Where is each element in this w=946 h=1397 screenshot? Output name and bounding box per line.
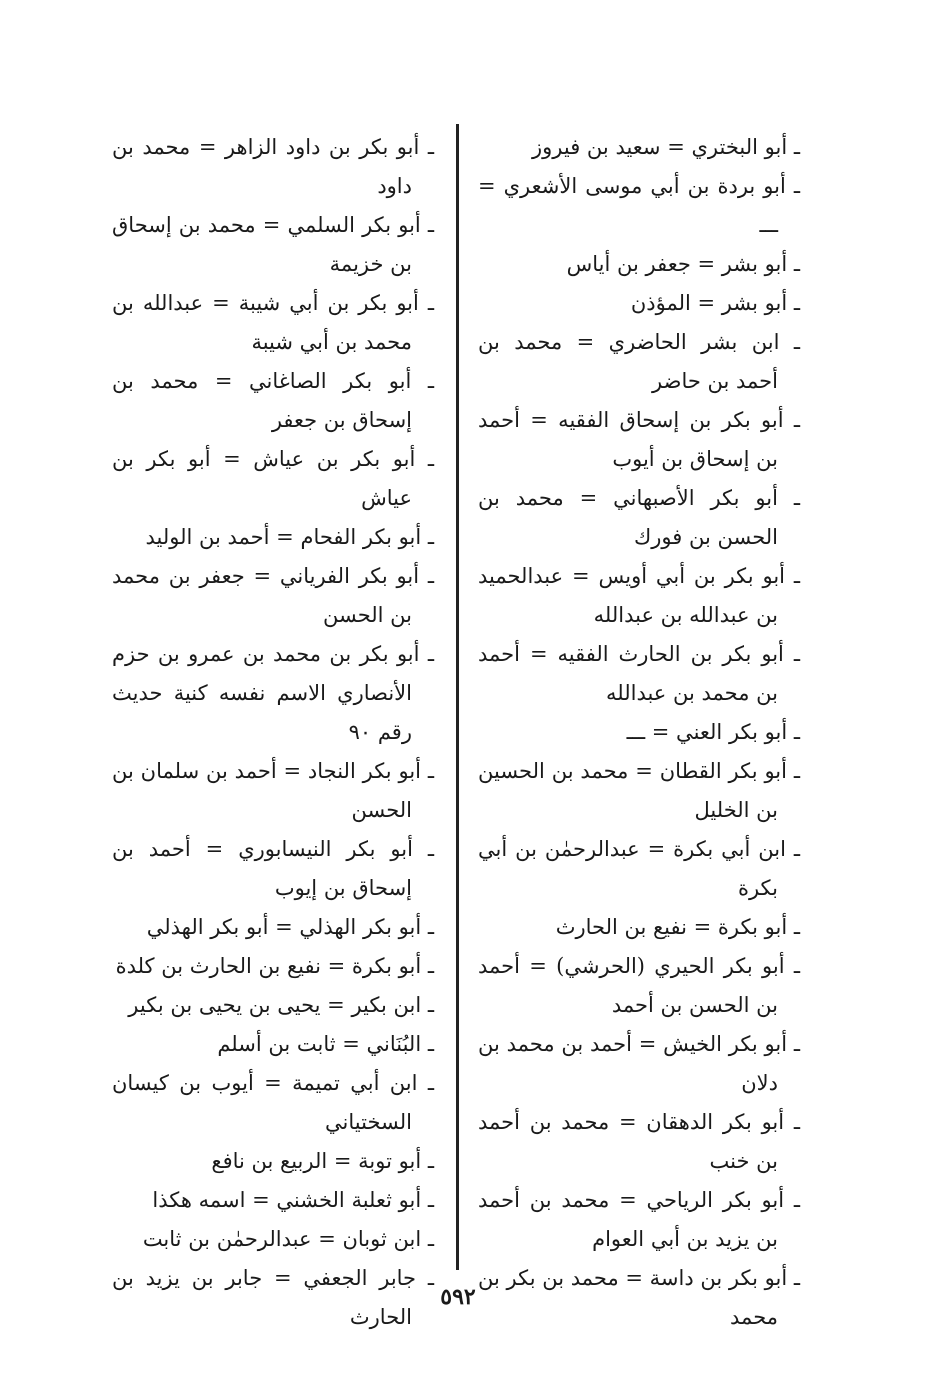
left-column — [112, 128, 434, 1337]
index-entry: ـ أبو بكر بن إسحاق الفقيه = أحمد بن إسحاق بن أيوب — [478, 408, 800, 471]
index-entry: ـ أبو بكر الفحام = أحمد بن الوليد — [145, 525, 434, 549]
column-divider — [456, 124, 459, 1270]
index-entry: ـ جابر الجعفي = جابر بن يزيد بن الحارث — [112, 1266, 434, 1329]
index-entry: ـ أبو بكر الرياحي = محمد بن أحمد بن يزيد بن أبي العوام — [478, 1188, 800, 1251]
index-entry: ـ أبو ثعلبة الخشني = اسمه هكذا — [152, 1188, 434, 1212]
index-entry: ـ أبو بكر الحيري (الحرشي) = أحمد بن الحسن بن أحمد — [478, 954, 800, 1017]
index-entry: ـ أبو بكر النجاد = أحمد بن سلمان بن الحسن — [112, 759, 434, 822]
index-entry: ـ أبو بكر النيسابوري = أحمد بن إسحاق بن إيوب — [112, 837, 434, 900]
index-entry: ـ أبو بكر الدهقان = محمد بن أحمد بن خنب — [478, 1110, 800, 1173]
index-entry: ـ أبو بشر = جعفر بن أياس — [566, 252, 800, 276]
index-entry: ـ أبو بكر الخيش = أحمد بن محمد بن دلان — [478, 1032, 800, 1095]
right-column — [478, 128, 800, 1337]
index-entry: ـ أبو بكرة = نفيع بن الحارث — [555, 915, 800, 939]
index-entry: ـ أبو بكر الصاغاني = محمد بن إسحاق بن جعفر — [112, 369, 434, 432]
index-entry: ـ ابن أبي بكرة = عبدالرحمٰن بن أبي بكرة — [478, 837, 800, 900]
index-entry: ـ أبو بكر بن الحارث الفقيه = أحمد بن محمد بن عبدالله — [478, 642, 800, 705]
index-entry: ـ أبو بكر بن أبي أويس = عبدالحميد بن عبدالله بن عبدالله — [478, 564, 800, 627]
index-entry: ـ أبو البختري = سعيد بن فيروز — [532, 135, 800, 159]
index-entry: ـ أبو بكر الهذلي = أبو بكر الهذلي — [146, 915, 434, 939]
index-entry: ـ أبو بكر السلمي = محمد بن إسحاق بن خزيمة — [112, 213, 434, 276]
index-entry: ـ أبو بكر القطان = محمد بن الحسين بن الخليل — [478, 759, 800, 822]
index-entry: ـ ابن أبي تميمة = أيوب بن كيسان السختياني — [112, 1071, 434, 1134]
index-entry: ـ ابن بشر الحاضري = محمد بن أحمد بن حاضر — [478, 330, 800, 393]
index-entry: ـ أبو بكر الفرياني = جعفر بن محمد بن الحسن — [112, 564, 434, 627]
index-entry: ـ ابن بكير = يحيى بن يحيى بن بكير — [128, 993, 434, 1017]
index-entry: ـ البُنَاني = ثابت بن أسلم — [217, 1032, 434, 1056]
index-entry: ـ أبو بكر بن أبي شيبة = عبدالله بن محمد بن أبي شيبة — [112, 291, 434, 354]
index-entry: ـ أبو توبة = الربيع بن نافع — [211, 1149, 434, 1173]
index-entry: ـ أبو بكر بن داود الزاهر = محمد بن داود — [112, 135, 434, 198]
index-entry: ـ أبو بكر العني = ـــ — [626, 720, 800, 744]
index-entry: ـ ابن ثوبان = عبدالرحمٰن بن ثابت — [142, 1227, 434, 1251]
index-entry: ـ أبو بردة بن أبي موسى الأشعري = ـــ — [478, 174, 800, 237]
index-entry: ـ أبو بكر بن محمد بن عمرو بن حزم الأنصاري الاسم نفسه كنية حديث رقم ٩٠ — [112, 642, 434, 744]
index-entry: ـ أبو بكر الأصبهاني = محمد بن الحسن بن فورك — [478, 486, 800, 549]
page-number: ٥٩٢ — [440, 1284, 476, 1310]
index-entry: ـ أبو بكر بن عياش = أبو بكر بن عياش — [112, 447, 434, 510]
index-entry: ـ أبو بكرة = نفيع بن الحارث بن كلدة — [115, 954, 434, 978]
index-entry: ـ أبو بكر بن داسة = محمد بن بكر بن محمد — [478, 1266, 800, 1329]
index-entry: ـ أبو بشر = المؤذن — [630, 291, 800, 315]
